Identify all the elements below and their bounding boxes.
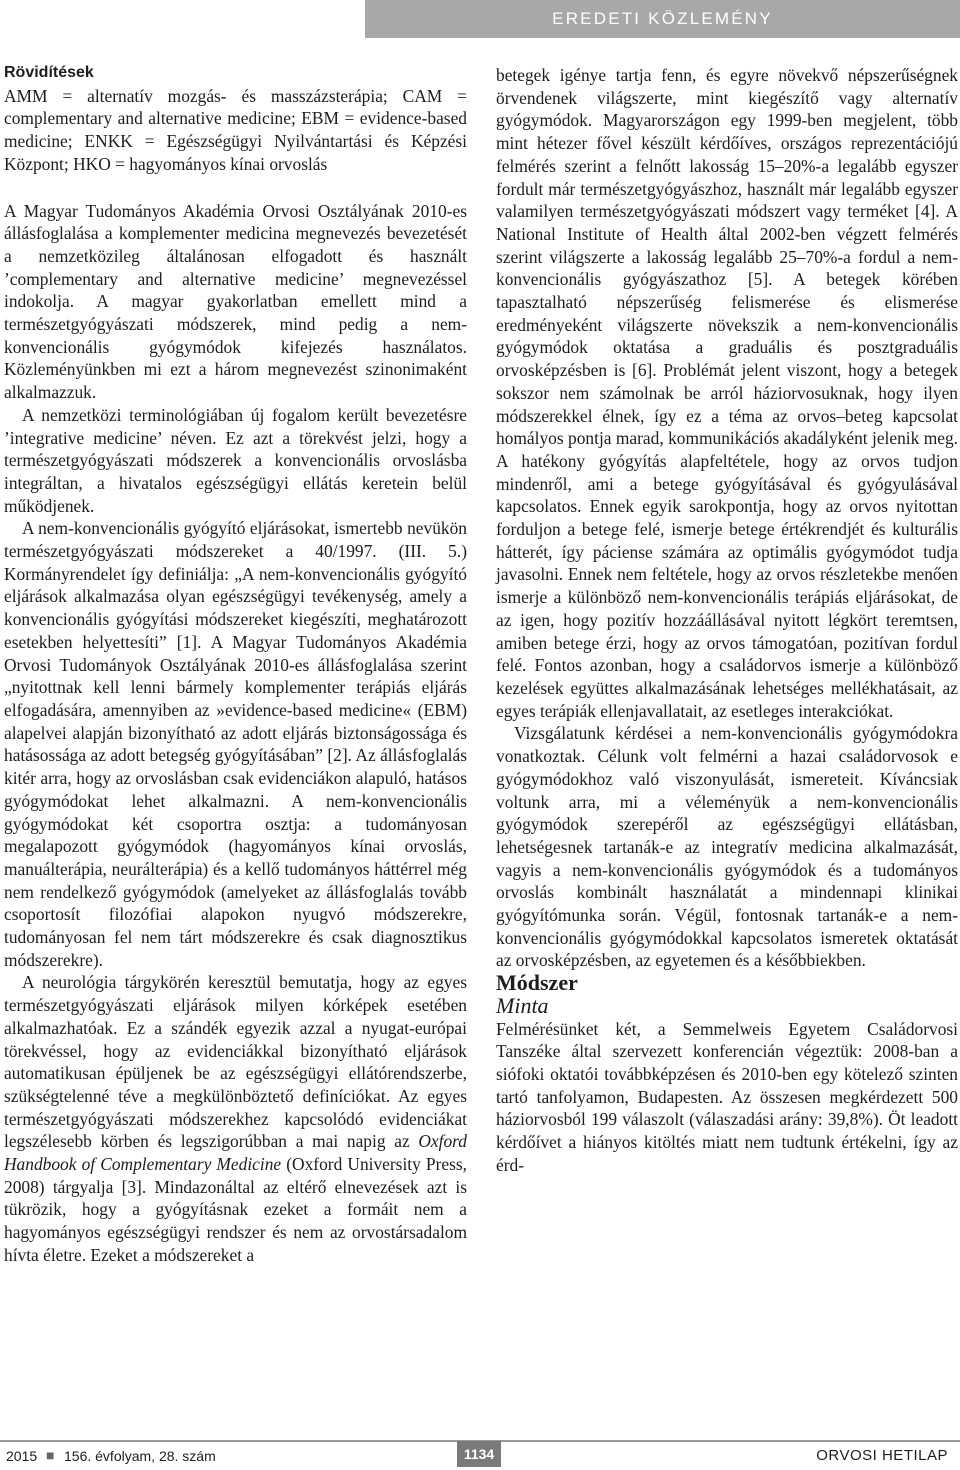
abbreviations-heading: Rövidítések — [4, 64, 94, 81]
paragraph: A nemzetközi terminológiában új fogalom került bevezetésre ’integrative medicine’ néven. Ez azt a törekvést jelzi, hogy a természetgyógyászati módszerek a konvencionális orvoslásba integráltan, a hivatalos egészségügyi ellátás keretein belül működjenek. — [4, 404, 467, 516]
abbreviations-text: AMM = alternatív mozgás- és masszázsterápia; CAM = complementary and alternative medicine; EBM = evidence-based medicine; ENKK = Egészségügyi Nyilvántartási és Képzési Központ; HKO = hagyományos kínai orvoslás — [4, 85, 467, 174]
journal-name: ORVOSI HETILAP — [816, 1447, 948, 1464]
paragraph: Felmérésünket két, a Semmelweis Egyetem Családorvosi Tanszéke által szervezett konferencián végeztük: 2008-ban a siófoki oktatói továbbképzésen és 2010-ben egy kötelező szinten tartó tanfolyamon, Budapesten. Az összesen megkérdezett 500 háziorvosból 199 válaszolt (válaszadási arány: 39,8%). Öt leadott kérdőívet a hiányos kitöltés miatt nem tudtunk értékelni, így az érd- — [496, 1018, 958, 1175]
paragraph: A Magyar Tudományos Akadémia Orvosi Osztályának 2010-es állásfoglalása a komplementer medicina megnevezés bevezetését a nemzetközileg általánosan elfogadott és használt ’complementary and alternative medicine’ megnevezéssel indokolja. A magyar gyakorlatban emellett mind a természetgyógyászati módszerek, mind pedig a nem-konvencionális gyógymódok kifejezés használatos. Közleményünkben mi ezt a három megnevezést szinonimaként alkalmazzuk. — [4, 200, 467, 403]
footer-volume: 156. évfolyam, 28. szám — [64, 1448, 216, 1464]
paragraph-text: A neurológia tárgykörén keresztül bemutatja, hogy az egyes természetgyógyászati eljárások milyen kórképek esetében alkalmazhatóak. Ez a szándék egyezik azzal a nyugat-európai törekvéssel, hogy az evidenciákkal bizonyítható eljárások automatikusan épüljenek be az egészségügyi ellátórendszerbe, szükségtelenné téve a megkülönböztető definíciókat. Az egyes természetgyógyászati módszerekhez kapcsolódó evidenciákat legszélesebb körben és legszigorúbban a mai napig az — [4, 972, 467, 1152]
footer-separator: ■ — [46, 1447, 55, 1463]
footer-year: 2015 — [6, 1448, 38, 1464]
page-footer — [0, 1442, 960, 1470]
paragraph-text: (Oxford University Press, 2008) tárgyalja [3]. Mindazonáltal az eltérő elnevezések azt is tükrözik, hogy a gyógyításnak ezeket a formáit nem a hagyományos egészségügyi rendszer és nem az orvostársadalom hívta életre. Ezeket a módszereket a — [4, 1154, 467, 1265]
left-column — [4, 62, 467, 1267]
header-band — [365, 0, 960, 38]
subsection-heading: Minta — [496, 992, 549, 1018]
page-number: 1134 — [457, 1441, 501, 1467]
paragraph: betegek igénye tartja fenn, és egyre növekvő népszerűségnek örvendenek világszerte, mint kiegészítő vagy alternatív gyógymódok. Magyarországon egy 1999-ben megjelent, több mint hétezer fővel készült kérdőíves, országos reprezentációjú felmérés szerint a felnőtt lakosság 15–20%-a legalább egyszer fordult már természetgyógyászhoz, használt már legalább egyszer valamilyen természetgyógyászati módszert vagy terméket [4]. A National Institute of Health által 2002-ben végzett felmérés szerint világszerte a lakosság legalább 25–70%-a fordul a nem-konvencionális gyógyászathoz [5]. A betegek körében tapasztalható népszerűség felismerése és elismerése eredményeként világszerte növekszik a nem-konvencionális gyógymódok oktatása a graduális és posztgraduális orvosképzésben is [6]. Problémát jelent viszont, hogy a betegek sokszor nem számolnak be arról háziorvosuknak, hogy ilyen módszerekkel élnek, így ez a téma az orvos–beteg kapcsolat homályos pontja marad, kommunikációs akadályként jelenik meg. A hatékony gyógyítás alapfeltétele, hogy az orvos tudjon mindenről, ami a betege gyógyításával és gyógyulásával kapcsolatos. Ennek egyik sarokpontja, hogy az orvos nyitottan forduljon a betege felé, ismerje betege értékrendjét és kulturális hátterét, így páciense számára az optimális gyógymódot tudja javasolni. Ennek nem feltétele, hogy az orvos részletekbe menően ismerje a különböző nem-konvencionális terápiás eljárásokat, de az igen, hogy pozitív hozzáállásával nyitott légkört teremtsen, amiben betege érzi, hogy az orvos támogatóan, pozitívan fordul felé. Fontos azonban, hogy a családorvos ismerje a különböző kezelések együttes alkalmazásának lehetséges mellékhatásait, az egyes terápiák ellenjavallatait, az esetleges interakciókat. — [496, 65, 958, 721]
paragraph: Vizsgálatunk kérdései a nem-konvencionális gyógymódokra vonatkoztak. Célunk volt felmérni a hazai családorvosok e gyógymódokhoz való viszonyulását, ismereteit. Kíváncsiak voltunk arra, mi a véleményük a nem-konvencionális gyógymódok szerepéről az egészségügyi ellátásban, lehetségesnek tartanák-e az integratív medicina alkalmazását, vagyis a nem-konvencionális gyógymódok és a tudományos orvoslás kombinált használatát a mindennapi klinikai gyógyítómunka során. Végül, fontosnak tartanák-e a nem-konvencionális gyógymódokkal kapcsolatos ismeretek oktatását az orvosképzésben, az egyetemen és a későbbiekben. — [496, 723, 958, 971]
book-title: Oxford Handbook of Complementary Medicine — [4, 1131, 467, 1175]
section-heading: Módszer — [496, 970, 578, 996]
right-column — [496, 64, 958, 1176]
paragraph — [4, 971, 467, 1266]
paragraph: A nem-konvencionális gyógyító eljárásokat, ismertebb nevükön természetgyógyászati módszereket a 40/1997. (III. 5.) Kormányrendelet így definiálja: „A nem-konvencionális gyógyító eljárások alkalmazása olyan egészségügyi tevékenység, amely a konvencionális gyógyítási módszereket kiegészíti, meghatározott esetekben helyettesíti” [1]. A Magyar Tudományos Akadémia Orvosi Tudományok Osztályának 2010-es állásfoglalása szerint „nyitottnak kell lenni bármely komplementer terápiás eljárás elfogadására, amennyiben az »evidence-based medicine« (EBM) alapelvei alapján bizonyítható az adott eljárás biztonságossága és hatásossága az adott betegség gyógyításában” [2]. Az állásfoglalás kitér arra, hogy az orvoslásban csak evidenciákon alapuló, hatásos gyógymódokat lehet alkalmazni. A nem-konvencionális gyógymódokat két csoportra osztja: a tudományosan megalapozott gyógymódok (hagyományos kínai orvoslás, manuálterápia, neurálterápia) és a kellő tudományos háttérrel még nem rendelkező gyógymódok (amelyeket az állásfoglalás tovább csoportosít filozófiai alapokon nyugvó módszerekre, tudományosan fel nem tárt módszerekre és csak diagnosztikus módszerekre). — [4, 518, 467, 970]
section-label: EREDETI KÖZLEMÉNY — [552, 9, 773, 28]
